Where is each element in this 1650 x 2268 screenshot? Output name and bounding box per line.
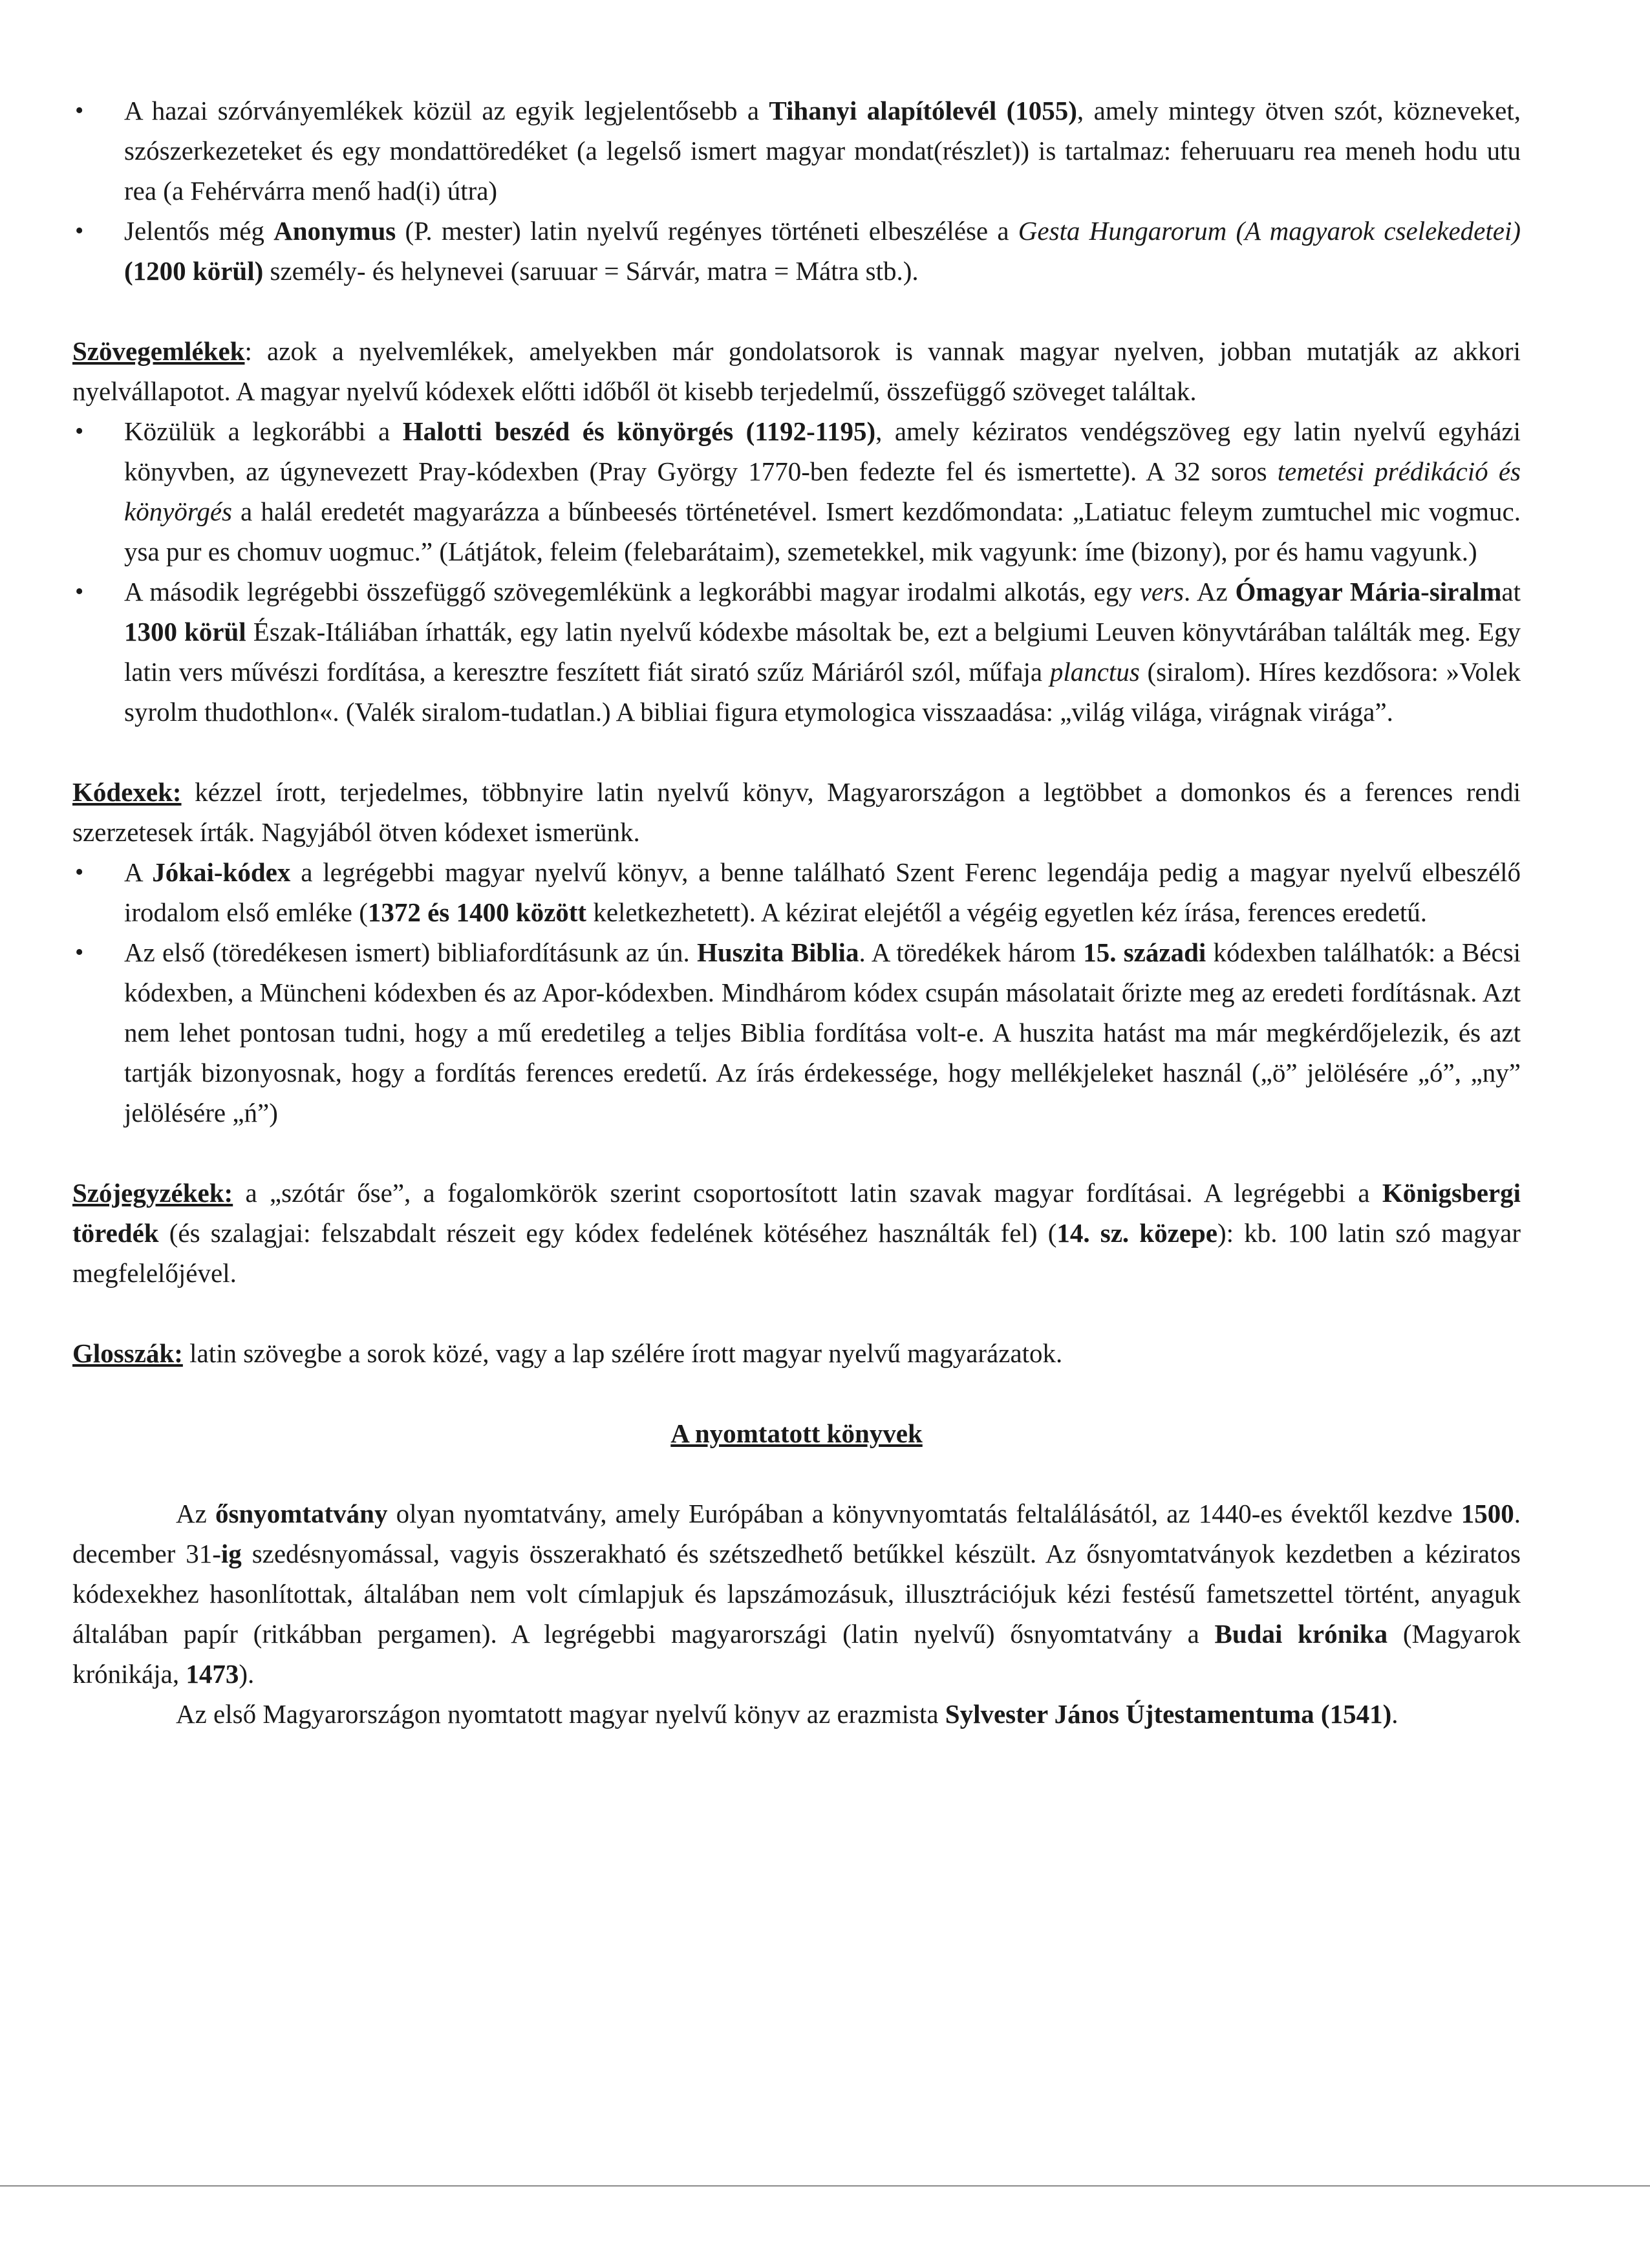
bold-term: Huszita Biblia: [696, 937, 859, 967]
section-term: Szójegyzékek:: [72, 1178, 233, 1208]
text-run: , amely mintegy ötven szót, közneveket, szószerkezeteket és egy mondattöredéket (a legelső ismert magyar mondat(részlet)) is tartalmaz: feheruuaru rea meneh hodu utu rea (a Fehérvárra menő had(i) útra): [124, 96, 1521, 206]
text-run: olyan nyomtatvány, amely Európában a könyvnyomtatás feltalálásától, az 1440-es évektől kezdve: [387, 1499, 1461, 1528]
italic-text: vers: [1139, 577, 1184, 606]
szovegemlekek-list: [72, 411, 1521, 732]
text-run: Az első (töredékesen ismert) bibliafordításunk az ún.: [124, 937, 697, 967]
bold-term: Anonymus: [273, 216, 396, 246]
text-run: a „szótár őse”, a fogalomkörök szerint csoportosított latin szavak magyar fordításai. A legrégebbi a: [233, 1178, 1382, 1208]
szovegemlekek-definition: [72, 331, 1521, 411]
italic-text: temetési prédikáció és könyörgés: [124, 456, 1521, 526]
bold-term: Budai krónika: [1214, 1619, 1388, 1649]
intro-list: [72, 91, 1521, 291]
text-run: . Az: [1184, 577, 1236, 606]
text-run: (siralom). Híres kezdősora: »Volek syrolm thudothlon«. (Valék siralom-tudatlan.) A bibliai figura etymologica visszaadása: „világ világa, virágnak virága”.: [124, 657, 1521, 727]
osnyomtatvany-paragraph: [72, 1493, 1521, 1694]
text-run: Közülük a legkorábbi a: [124, 416, 403, 446]
kodexek-list: [72, 852, 1521, 1133]
text-run: személy- és helynevei (saruuar = Sárvár, matra = Mátra stb.).: [263, 256, 919, 286]
text-run: (Magyarok krónikája,: [72, 1619, 1521, 1689]
text-run: at: [1501, 577, 1521, 606]
text-run: kódexben találhatók: a Bécsi kódexben, a Müncheni kódexben és az Apor-kódexben. Mindhárom kódex csupán másolatait őrizte meg az eredeti fordításnak. Azt nem lehet pontosan tudni, hogy a mű eredetileg a teljes Biblia fordítása volt-e. A huszita hatást ma már megkérdőjelezik, és azt tartják bizonyosnak, hogy a fordítás ferences eredetű. Az írás érdekessége, hogy mellékjeleket használ („ö” jelölésére „ó”, „ny” jelölésére „ń”): [124, 937, 1521, 1128]
text-run: kézzel írott, terjedelmes, többnyire latin nyelvű könyv, Magyarországon a legtöbbet a domonkos és a ferences rendi szerzetesek írták. Nagyjából ötven kódexet ismerünk.: [72, 777, 1521, 847]
document-page: [72, 91, 1521, 1734]
text-run: ): kb. 100 latin szó magyar megfelelőjével.: [72, 1218, 1521, 1288]
text-run: ).: [239, 1659, 255, 1689]
bold-term: 1300 körül: [124, 617, 246, 647]
bold-term: ősnyomtatvány: [215, 1499, 388, 1528]
bold-term: 1500: [1461, 1499, 1514, 1528]
text-run: A második legrégebbi összefüggő szövegemlékünk a legkorábbi magyar irodalmi alkotás, egy: [124, 577, 1140, 606]
section-term: Glosszák:: [72, 1338, 183, 1368]
text-run: Észak-Itáliában írhatták, egy latin nyelvű kódexbe másoltak be, ezt a belgiumi Leuven könyvtárában találták meg. Egy latin vers művészi fordítása, a keresztre feszített fiát sirató szűz Máriáról szól, műfaja: [124, 617, 1521, 687]
list-item: [72, 411, 1521, 572]
scan-edge-line: [0, 2185, 1650, 2187]
bold-term: 1473: [186, 1659, 239, 1689]
text-run: (P. mester) latin nyelvű regényes történeti elbeszélése a: [396, 216, 1018, 246]
text-run: , amely kéziratos vendégszöveg egy latin nyelvű egyházi könyvben, az úgynevezett Pray-kódexben (Pray György 1770-ben fedezte fel és ismertette). A 32 soros: [124, 416, 1521, 486]
list-item: [72, 932, 1521, 1133]
bold-term: Jókai-kódex: [152, 857, 291, 887]
bold-term: Sylvester János Újtestamentuma (1541): [945, 1699, 1392, 1729]
bold-term: 1372 és 1400 között: [367, 897, 587, 927]
text-run: Az első Magyarországon nyomtatott magyar nyelvű könyv az erazmista: [176, 1699, 945, 1729]
text-run: .: [1391, 1699, 1398, 1729]
bold-term: 15. századi: [1083, 937, 1206, 967]
bold-term: Halotti beszéd és könyörgés (1192-1195): [402, 416, 876, 446]
text-run: : azok a nyelvemlékek, amelyekben már gondolatsorok is vannak magyar nyelven, jobban mutatják az akkori nyelvállapotot. A magyar nyelvű kódexek előtti időből öt kisebb terjedelmű, összefüggő szöveget találtak.: [72, 336, 1521, 406]
italic-text: Gesta Hungarorum (A magyarok cselekedetei): [1018, 216, 1521, 246]
section-heading: A nyomtatott könyvek: [670, 1418, 923, 1448]
text-run: Jelentős még: [124, 216, 274, 246]
bold-term: ig: [220, 1539, 242, 1568]
text-run: . A töredékek három: [859, 937, 1084, 967]
bold-term: (1200 körül): [124, 256, 264, 286]
kodexek-definition: [72, 772, 1521, 852]
list-item: [72, 852, 1521, 932]
italic-text: planctus: [1049, 657, 1140, 687]
text-run: szedésnyomással, vagyis összerakható és szétszedhető betűkkel készült. Az ősnyomtatványok kezdetben a kéziratos kódexekhez hasonlítottak, általában nem volt címlapjuk és lapszámozásuk, illusztrációjuk kézi festésű fametszettel történt, anyaguk általában papír (ritkábban pergamen). A legrégebbi magyarországi (latin nyelvű) ősnyomtatvány a: [72, 1539, 1521, 1649]
list-item: [72, 572, 1521, 732]
text-run: . december 31-: [72, 1499, 1521, 1568]
text-run: Az: [176, 1499, 215, 1528]
bold-term: 14. sz. közepe: [1056, 1218, 1218, 1248]
text-run: A hazai szórványemlékek közül az egyik legjelentősebb a: [124, 96, 769, 125]
sylvester-paragraph: [72, 1694, 1521, 1734]
bold-term: Ómagyar Mária-siralm: [1235, 577, 1502, 606]
glosszak-definition: [72, 1333, 1521, 1373]
list-item: [72, 211, 1521, 291]
list-item: [72, 91, 1521, 211]
text-run: keletkezhetett). A kézirat elejétől a végéig egyetlen kéz írása, ferences eredetű.: [586, 897, 1427, 927]
section-term: Kódexek:: [72, 777, 182, 807]
text-run: A: [124, 857, 153, 887]
szojegyzekek-definition: [72, 1173, 1521, 1293]
bold-term: Königsbergi töredék: [72, 1178, 1521, 1248]
text-run: a halál eredetét magyarázza a bűnbeesés történetével. Ismert kezdőmondata: „Latiatuc feleym zumtuchel mic vogmuc. ysa pur es chomuv uogmuc.” (Látjátok, feleim (felebarátaim), szemetekkel, mik vagyunk: íme (bizony), por és hamu vagyunk.): [124, 497, 1521, 566]
bold-term: Tihanyi alapítólevél (1055): [769, 96, 1077, 125]
text-run: (és szalagjai: felszabdalt részeit egy kódex fedelének kötéséhez használták fel) (: [158, 1218, 1057, 1248]
section-term: Szövegemlékek: [72, 336, 245, 366]
text-run: a legrégebbi magyar nyelvű könyv, a benne található Szent Ferenc legendája pedig a magyar nyelvű elbeszélő irodalom első emléke (: [124, 857, 1521, 927]
text-run: latin szövegbe a sorok közé, vagy a lap szélére írott magyar nyelvű magyarázatok.: [182, 1338, 1063, 1368]
